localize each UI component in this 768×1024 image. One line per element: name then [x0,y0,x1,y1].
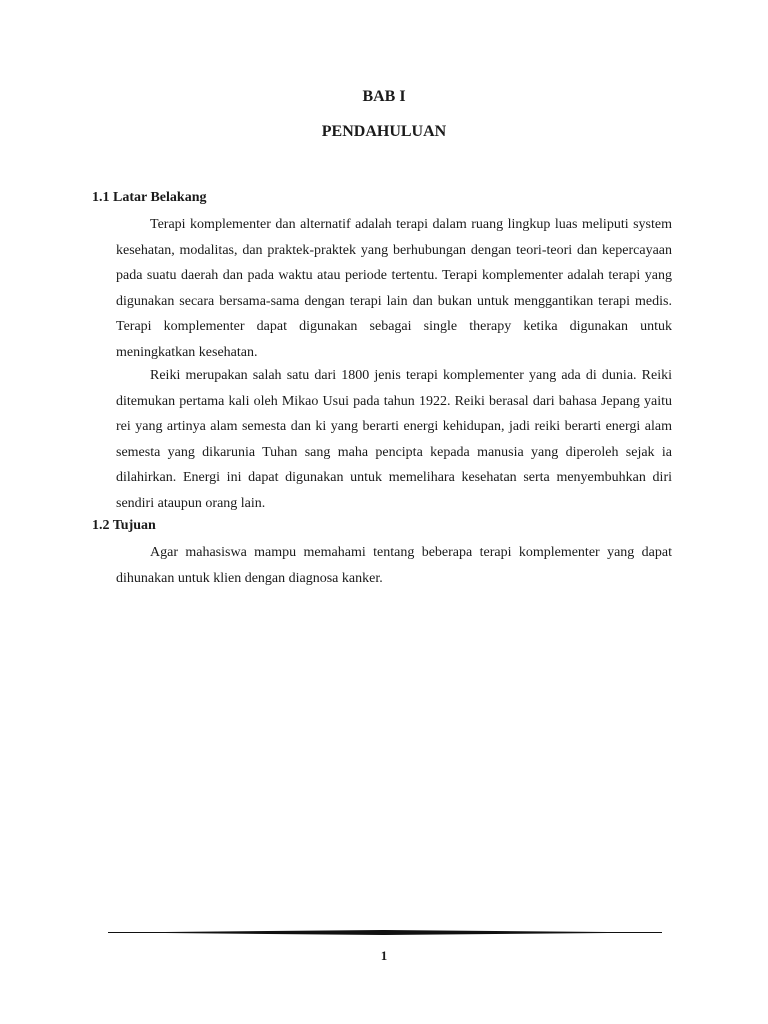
footer-divider [108,930,662,935]
paragraph-text: Agar mahasiswa mampu memahami tentang beberapa terapi komplementer yang dapat dihunakan untuk klien dengan diagnosa kanker. [116,545,672,586]
chapter-title: PENDAHULUAN [321,123,447,140]
paragraph-reiki [116,363,672,516]
paragraph-text: Terapi komplementer dan alternatif adalah terapi dalam ruang lingkup luas meliputi system kesehatan, modalitas, dan praktek-praktek yang berhubungan dengan teori-teori dan kepercayaan pada suatu daerah dan pada waktu atau periode tertentu. Terapi komplementer adalah terapi yang digunakan secara bersama-sama dengan terapi lain dan bukan untuk menggantikan terapi medis. Terapi komplementer dapat digunakan sebagai single therapy ketika digunakan untuk meningkatkan kesehatan. [116,217,672,360]
paragraph-text: Reiki merupakan salah satu dari 1800 jenis terapi komplementer yang ada di dunia. Reiki ditemukan pertama kali oleh Mikao Usui pada tahun 1922. Reiki berasal dari bahasa Jepang yaitu rei yang artinya alam semesta dan ki yang berarti energi kehidupan, jadi reiki berarti energi alam semesta yang dikarunia Tuhan sang maha pencipta kepada manusia yang diperoleh sejak ia dilahirkan. Energi ini dapat digunakan untuk memelihara kesehatan serta menyembuhkan diri sendiri ataupun orang lain. [116,368,672,511]
chapter-number: BAB I [362,88,406,105]
paragraph-tujuan [116,540,672,591]
section-heading-tujuan: 1.2 Tujuan [92,518,156,533]
section-heading-latar-belakang: 1.1 Latar Belakang [92,190,207,205]
page-number: 1 [380,948,388,963]
paragraph-terapi-komplementer [116,212,672,365]
